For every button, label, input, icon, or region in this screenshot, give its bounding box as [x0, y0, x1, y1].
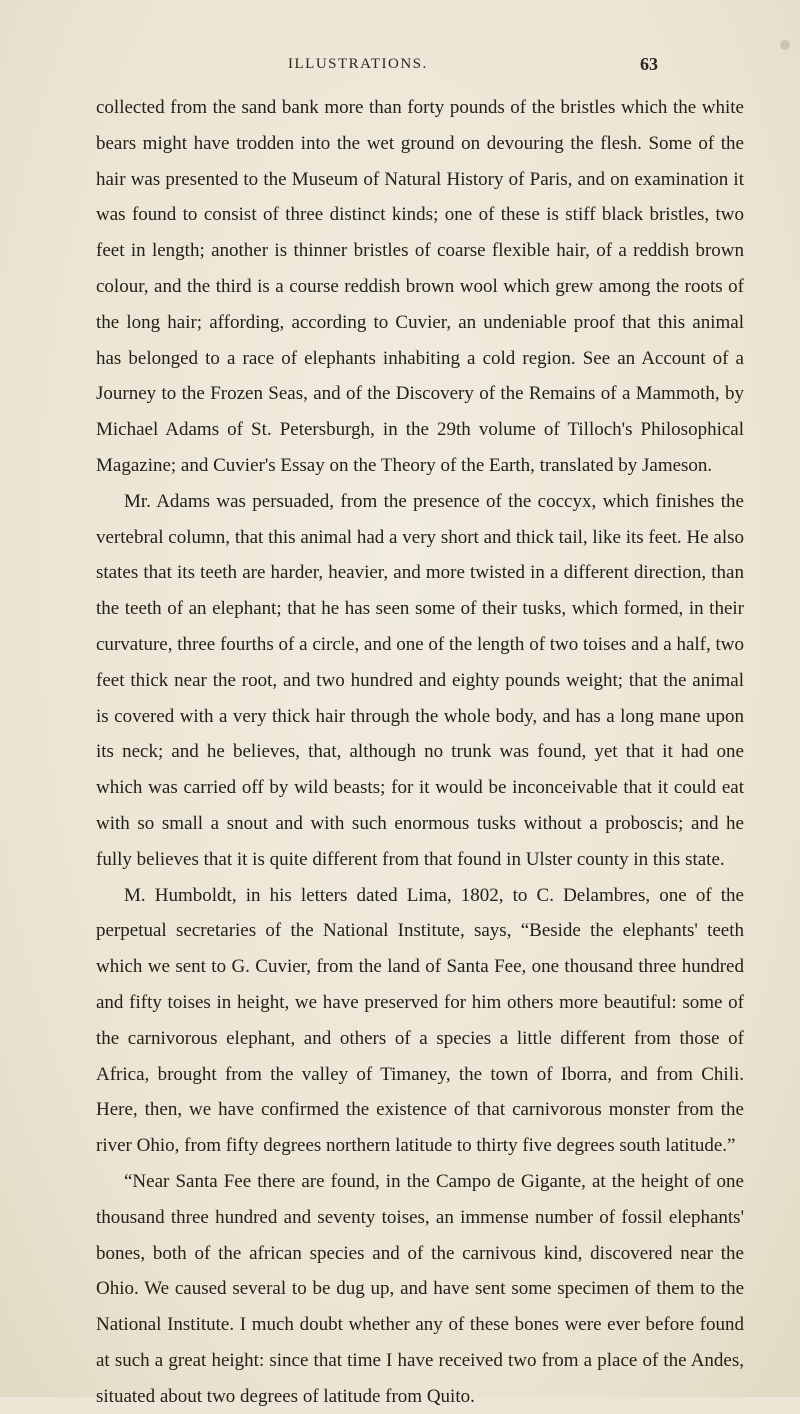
running-title: ILLUSTRATIONS. — [288, 56, 428, 72]
page-number: 63 — [640, 54, 658, 74]
paragraph: M. Humboldt, in his letters dated Lima, 1802, to C. Delambres, one of the perpetual secretaries of the National Institute, says, “Beside the elephants' teeth which we sent to G. Cuvier, from the land of Santa Fee, one thousand three hundred and fifty toises in height, we have preserved for him others more beautiful: some of the carnivorous elephant, and others of a species a little different from those of Africa, brought from the valley of Timaney, the town of Iborra, and from Chili. Here, then, we have confirmed the existence of that carnivorous monster from the river Ohio, from fifty degrees northern latitude to thirty five degrees south latitude.” — [96, 884, 744, 1157]
body-text — [96, 90, 744, 1414]
paragraph: collected from the sand bank more than forty pounds of the bristles which the white bears might have trodden into the wet ground on devouring the flesh. Some of the hair was presented to the Museum of Natural History of Paris, and on examination it was found to consist of three distinct kinds; one of these is stiff black bristles, two feet in length; another is thinner bristles of coarse flexible hair, of a reddish brown colour, and the third is a course reddish brown wool which grew among the roots of the long hair; affording, according to Cuvier, an undeniable proof that this animal has belonged to a race of elephants inhabiting a cold region. See an Account of a Journey to the Frozen Seas, and of the Discovery of the Remains of a Mammoth, by Michael Adams of St. Petersburgh, in the 29th volume of Tilloch's Philosophical Magazine; and Cuvier's Essay on the Theory of the Earth, translated by Jameson. — [96, 97, 744, 476]
paragraph: Mr. Adams was persuaded, from the presence of the coccyx, which finishes the vertebral column, that this animal had a very short and thick tail, like its feet. He also states that its teeth are harder, heavier, and more twisted in a different direction, than the teeth of an elephant; that he has seen some of their tusks, which formed, in their curvature, three fourths of a circle, and one of the length of two toises and a half, two feet thick near the root, and two hundred and eighty pounds weight; that the animal is covered with a very thick hair through the whole body, and has a long mane upon its neck; and he believes, that, although no trunk was found, yet that it had one which was carried off by wild beasts; for it would be inconceivable that it could eat with so small a snout and with such enormous tusks without a proboscis; and he fully believes that it is quite different from that found in Ulster county in this state. — [96, 490, 744, 870]
paragraph: “Near Santa Fee there are found, in the Campo de Gigante, at the height of one thousand three hundred and seventy toises, an immense number of fossil elephants' bones, both of the african species and of the carnivous kind, discovered near the Ohio. We caused several to be dug up, and have sent some specimen of them to the National Institute. I much doubt whether any of these bones were ever before found at such a great height: since that time I have received two from a place of the Andes, situated about two degrees of latitude from Quito. — [96, 1170, 744, 1407]
page-stain — [780, 40, 790, 50]
